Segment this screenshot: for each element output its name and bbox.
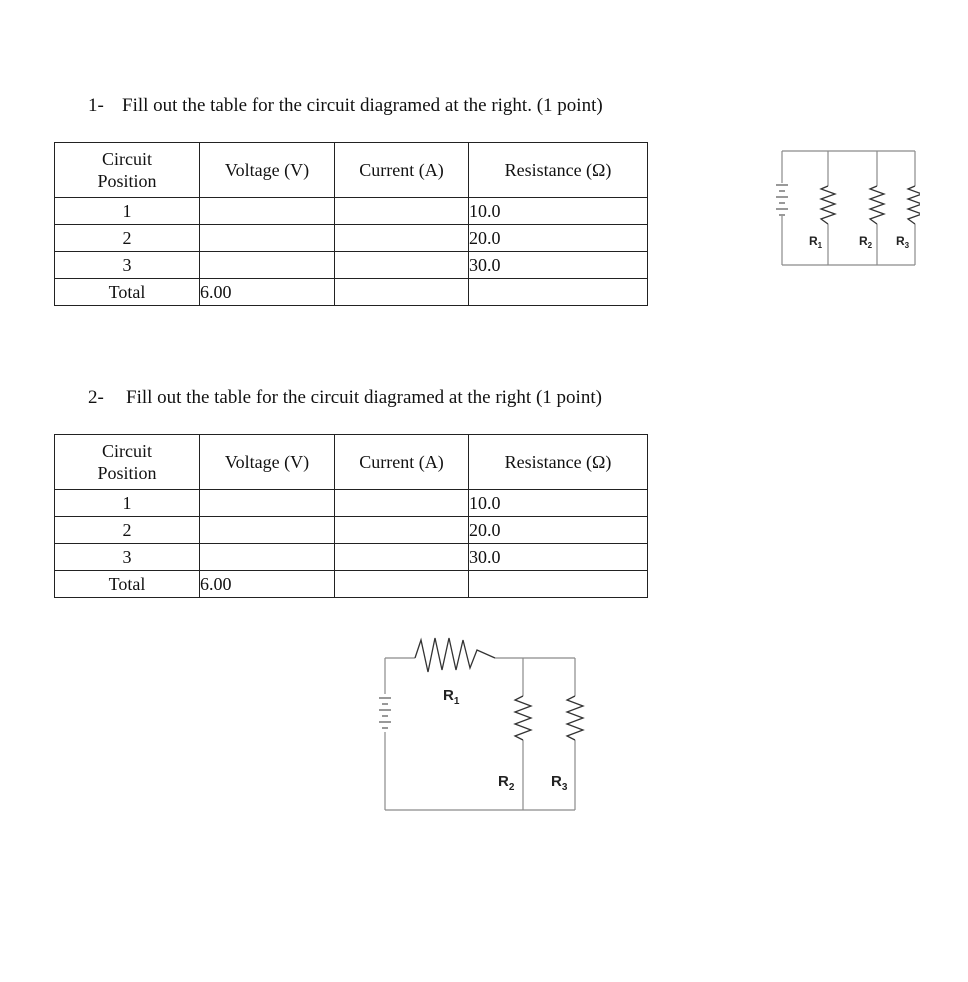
resistance-cell: 10.0 [469,490,648,517]
question-1-text: Fill out the table for the circuit diagramed at the right. (1 point) [122,95,603,116]
resistor-r2-icon [515,696,531,740]
table-row [55,252,648,279]
header-current: Current (A) [335,143,469,198]
current-cell[interactable] [335,490,469,517]
table-row [55,225,648,252]
r2-label: $R_2$ [859,234,873,250]
voltage-cell[interactable] [200,544,335,571]
current-cell[interactable] [335,225,469,252]
header-circuit-position [55,143,200,198]
circuit-table-2 [54,434,648,598]
resistance-cell: 30.0 [469,544,648,571]
question-2-text: Fill out the table for the circuit diagramed at the right (1 point) [126,387,602,408]
header-circuit-position [55,435,200,490]
position-cell: 1 [55,490,200,517]
table-row [55,198,648,225]
resistance-cell: 20.0 [469,225,648,252]
battery-icon [379,698,391,728]
header-resistance: Resistance (Ω) [469,143,648,198]
table-row [55,517,648,544]
position-cell: 1 [55,198,200,225]
voltage-cell[interactable] [200,252,335,279]
resistance-cell: 20.0 [469,517,648,544]
resistance-cell: 10.0 [469,198,648,225]
r3-label: $R_3$ [896,234,910,250]
header-resistance: Resistance (Ω) [469,435,648,490]
current-cell[interactable] [335,279,469,306]
question-1-number: 1- [88,95,104,116]
voltage-cell[interactable] [200,198,335,225]
resistor-r2-icon [870,186,884,224]
position-cell: Total [55,571,200,598]
table-row-total [55,571,648,598]
resistance-cell[interactable] [469,571,648,598]
current-cell[interactable] [335,198,469,225]
position-cell: Total [55,279,200,306]
header-position-line1: Circuit [102,440,152,461]
parallel-circuit-diagram [760,138,920,268]
table-header-row [55,435,648,490]
question-2-number: 2- [88,387,104,408]
r1-label: $R_1$ [443,687,460,707]
table-row-total [55,279,648,306]
header-voltage: Voltage (V) [200,435,335,490]
position-cell: 2 [55,225,200,252]
r1-label: $R_1$ [809,234,823,250]
resistor-r3-icon [908,186,920,224]
battery-icon [776,185,788,215]
circuit-table-1 [54,142,648,306]
header-position-line2: Position [97,463,157,483]
table-row [55,544,648,571]
current-cell[interactable] [335,252,469,279]
current-cell[interactable] [335,544,469,571]
voltage-cell[interactable] [200,490,335,517]
position-cell: 2 [55,517,200,544]
current-cell[interactable] [335,571,469,598]
resistance-cell[interactable] [469,279,648,306]
question-1 [88,95,603,117]
question-2 [88,387,602,409]
position-cell: 3 [55,544,200,571]
header-position-line1: Circuit [102,148,152,169]
resistor-r1-icon [821,186,835,224]
r2-label: $R_2$ [498,773,515,793]
voltage-cell: 6.00 [200,279,335,306]
r3-label: $R_3$ [551,773,568,793]
table-row [55,490,648,517]
voltage-cell[interactable] [200,225,335,252]
current-cell[interactable] [335,517,469,544]
resistance-cell: 30.0 [469,252,648,279]
table-header-row [55,143,648,198]
header-position-line2: Position [97,171,157,191]
header-voltage: Voltage (V) [200,143,335,198]
resistor-r3-icon [567,696,583,740]
voltage-cell: 6.00 [200,571,335,598]
circuit-wires [385,658,575,810]
series-parallel-circuit-diagram [355,628,615,818]
position-cell: 3 [55,252,200,279]
resistor-r1-icon [415,638,495,672]
voltage-cell[interactable] [200,517,335,544]
header-current: Current (A) [335,435,469,490]
